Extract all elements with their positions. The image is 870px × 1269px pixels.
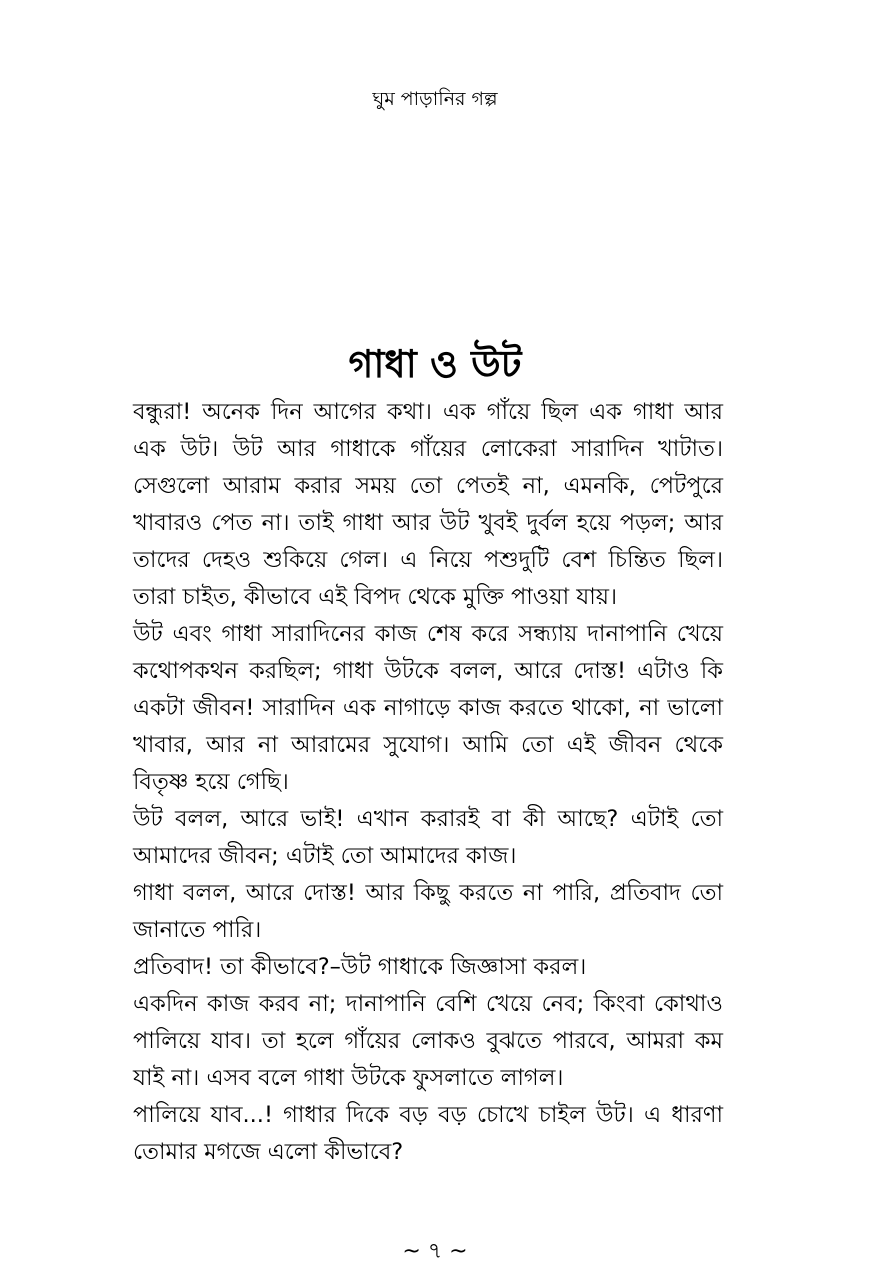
running-header: ঘুম পাড়ানির গল্প: [372, 88, 498, 110]
paragraph-5: প্রতিবাদ! তা কীভাবে?–উট গাধাকে জিজ্ঞাসা করল।: [133, 954, 587, 980]
story-title: গাধা ও উট: [348, 342, 522, 386]
paragraph-1: বন্ধুরা! অনেক দিন আগের কথা। এক গাঁয়ে ছিল এক গাধা আর এক উট। উট আর গাধাকে গাঁয়ের লোকেরা সারাদিন খাটাত। সেগুলো আরাম করার সময় তো পেতই না, এমনকি, পেটপুরে খাবারও পেত না। তাই গাধা আর উট খুবই দুর্বল হয়ে পড়ল; আর তাদের দেহও শুকিয়ে গেল। এ নিয়ে পশুদুটি বেশ চিন্তিত ছিল। তারা চাইত, কীভাবে এই বিপদ থেকে মুক্তি পাওয়া যায়।: [133, 399, 723, 610]
paragraph-7: পালিয়ে যাব...! গাধার দিকে বড় বড় চোখে চাইল উট। এ ধারণা তোমার মগজে এলো কীভাবে?: [133, 1102, 723, 1165]
story-body: [133, 394, 723, 1171]
paragraph-2: উট এবং গাধা সারাদিনের কাজ শেষ করে সন্ধ্যায় দানাপানি খেয়ে কথোপকথন করছিল; গাধা উটকে বলল, আরে দোস্ত! এটাও কি একটা জীবন! সারাদিন এক নাগাড়ে কাজ করতে থাকো, না ভালো খাবার, আর না আরামের সুযোগ। আমি তো এই জীবন থেকে বিতৃষ্ণ হয়ে গেছি।: [133, 621, 723, 795]
paragraph-3: উট বলল, আরে ভাই! এখান করারই বা কী আছে? এটাই তো আমাদের জীবন; এটাই তো আমাদের কাজ।: [133, 806, 723, 869]
page-number: ~ ৭ ~: [402, 1239, 468, 1264]
paragraph-4: গাধা বলল, আরে দোস্ত! আর কিছু করতে না পারি, প্রতিবাদ তো জানাতে পারি।: [133, 880, 723, 943]
paragraph-6: একদিন কাজ করব না; দানাপানি বেশি খেয়ে নেব; কিংবা কোথাও পালিয়ে যাব। তা হলে গাঁয়ের লোকও বুঝতে পারবে, আমরা কম যাই না। এসব বলে গাধা উটকে ফুসলাতে লাগল।: [133, 991, 723, 1091]
